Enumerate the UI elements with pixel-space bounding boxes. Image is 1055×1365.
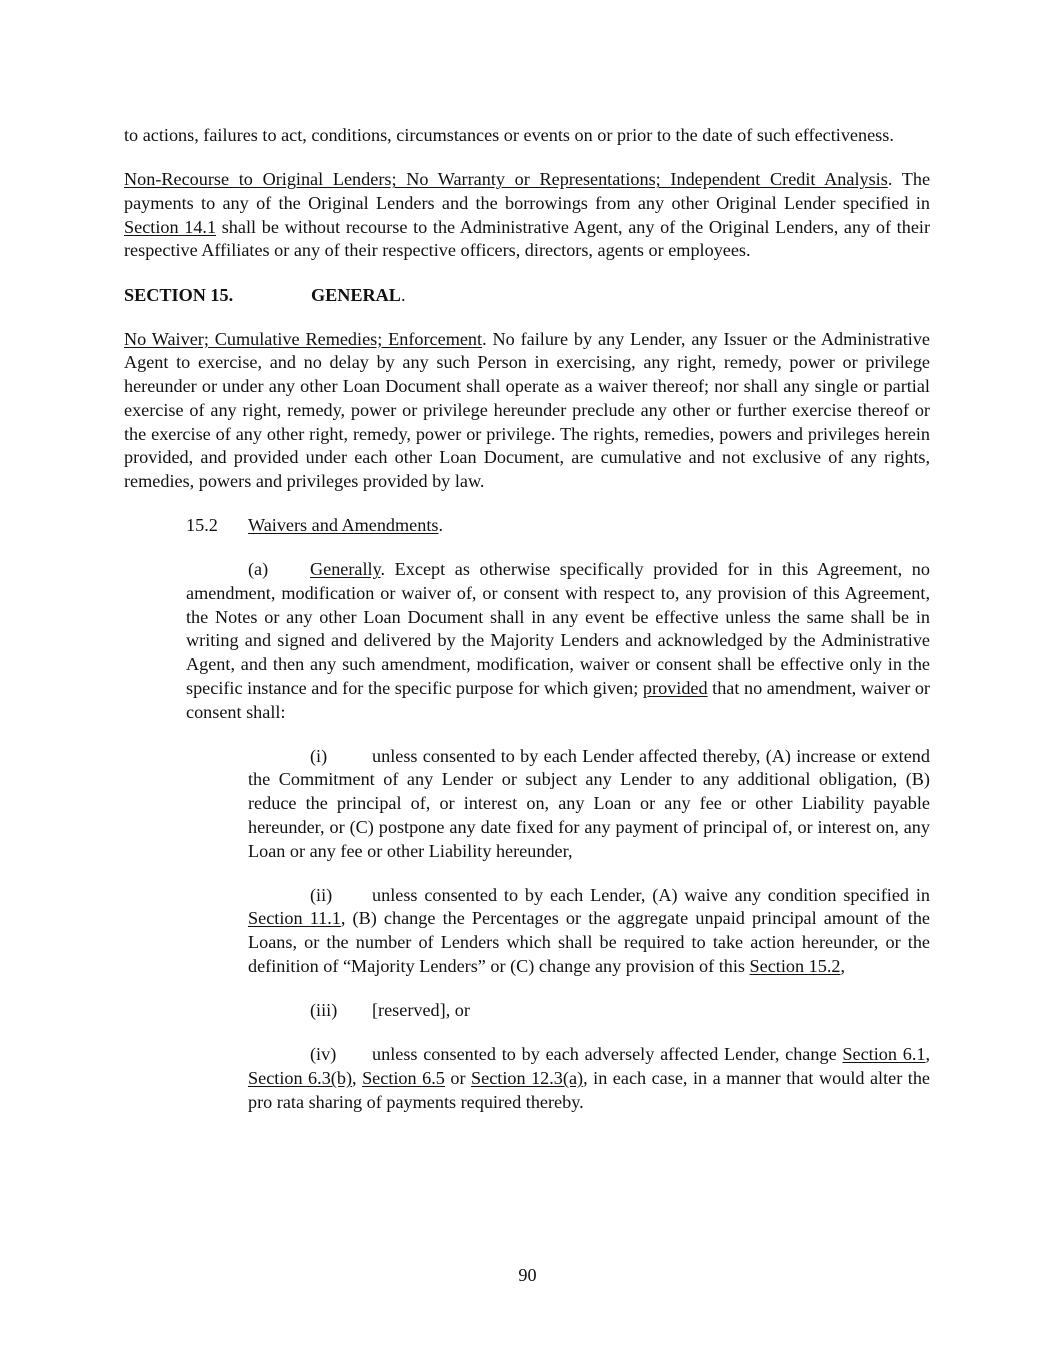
provided-term: provided [642,677,708,698]
clause-label: (a) [248,559,269,580]
clause-text: Except as otherwise specifically provided for in this Agreement, no amendment, modification or waiver of, or consent with respect to, any provision of this Agreement, the Notes or any other Loan Document shall in any event be effective unless the same shall be in writing and signed and delivered by the Majority Lenders and acknowledged by the Administrative Agent, and then any such amendment, modification, waiver or consent shall be effective only in the specific instance and for the specific purpose for which given; [186,559,930,698]
clause-ii: (ii) unless consented to by each Lender, (A) waive any condition specified in Section 11.1, (B) change the Percentages or the aggregate unpaid principal amount of the Loans, or the number of Lenders which shall be required to take action hereunder, or the definition of “Majority Lenders” or (C) change any provision of this Section 15.2, [248,884,930,976]
section-reference[interactable]: Section 6.5 [362,1068,445,1088]
section-number: SECTION 15. [124,284,234,305]
paragraph-text: shall be without recourse to the Administrative Agent, any of the Original Lenders, any of their respective Affiliates or any of their respective officers, directors, agents or employees. [124,216,931,261]
paragraph-heading: Non-Recourse to Original Lenders; No Warranty or Representations; Independent Credit Analysis [124,169,888,190]
clause-label: (ii) [310,884,333,905]
clause-text: unless consented to by each Lender, (A) waive any condition specified in [372,884,930,905]
clause-label: (iii) [310,1000,338,1021]
clause-i [248,745,930,864]
paragraph-text: to actions, failures to act, conditions, circumstances or events on or prior to the date of such effectiveness. [124,125,894,145]
subsection-title: Waivers and Amendments [248,515,439,536]
subsection-heading: 15.2 Waivers and Amendments. [186,514,930,538]
section-title: GENERAL [311,284,401,305]
clause-text: [reserved], or [372,1000,470,1021]
section-reference[interactable]: Section 6.1 [842,1044,926,1065]
clause-text: that no amendment, waiver or consent shall: [186,677,930,722]
section-reference[interactable]: Section 12.3(a) [471,1068,584,1088]
paragraph-text: The payments to any of the Original Lenders and the borrowings from any other Original Lender specified in [124,169,931,213]
non-recourse-paragraph: Non-Recourse to Original Lenders; No Warranty or Representations; Independent Credit Analysis. The payments to any of the Original Lenders and the borrowings from any other Original Lender specified in Section 14.1 shall be without recourse to the Administrative Agent, any of the Original Lenders, any of their respective Affiliates or any of their respective officers, directors, agents or employees. [124,169,931,261]
paragraph-text: No failure by any Lender, any Issuer or the Administrative Agent to exercise, and no delay by any such Person in exercising, any right, remedy, power or privilege hereunder or under any other Loan Document shall operate as a waiver thereof; nor shall any single or partial exercise of any right, remedy, power or privilege hereunder preclude any other or further exercise thereof or the exercise of any other right, remedy, power or privilege. The rights, remedies, powers and privileges herein provided, and provided under each other Loan Document, are cumulative and not exclusive of any rights, remedies, powers and privileges provided by law. [124,328,930,491]
section-reference[interactable]: Section 14.1 [124,216,217,237]
no-waiver-paragraph: No Waiver; Cumulative Remedies; Enforcement. No failure by any Lender, any Issuer or the Administrative Agent to exercise, and no delay by any such Person in exercising, any right, remedy, power or privilege hereunder or under any other Loan Document shall operate as a waiver thereof; nor shall any single or partial exercise of any right, remedy, power or privilege hereunder preclude any other or further exercise thereof or the exercise of any other right, remedy, power or privilege. The rights, remedies, powers and privileges herein provided, and provided under each other Loan Document, are cumulative and not exclusive of any rights, remedies, powers and privileges provided by law. [124,328,930,491]
section-reference[interactable]: Section 15.2 [749,955,841,976]
document-page [124,124,930,1114]
paragraph-heading: No Waiver; Cumulative Remedies; Enforcement [124,328,483,349]
clause-iii [248,999,930,1023]
clause-text: unless consented to by each adversely affected Lender, change [372,1044,843,1065]
clause-text: unless consented to by each Lender affected thereby, (A) increase or extend the Commitment of any Lender or subject any Lender to any additional obligation, (B) reduce the principal of, or interest on, any Loan or any fee or other Liability payable hereunder, or (C) postpone any date fixed for any payment of principal of, or interest on, any Loan or any fee or other Liability hereunder, [248,745,930,861]
section-reference[interactable]: Section 6.3(b) [248,1068,352,1088]
clause-a: (a) Generally. Except as otherwise specifically provided for in this Agreement, no amendment, modification or waiver of, or consent with respect to, any provision of this Agreement, the Notes or any other Loan Document shall in any event be effective unless the same shall be in writing and signed and delivered by the Majority Lenders and acknowledged by the Administrative Agent, and then any such amendment, modification, waiver or consent shall be effective only in the specific instance and for the specific purpose for which given; provided that no amendment, waiver or consent shall: [186,559,930,722]
subsection-number: 15.2 [186,515,218,536]
page-number: 90 [518,1265,537,1285]
clause-iv: (iv) unless consented to by each adversely affected Lender, change Section 6.1, Section 6.3(b), Section 6.5 or Section 12.3(a), in each case, in a manner that would alter the pro rata sharing of payments required thereby. [248,1044,931,1112]
clause-label: (i) [310,745,328,766]
clause-text: , in each case, in a manner that would alter the pro rata sharing of payments required thereby. [248,1068,930,1112]
clause-heading: Generally [310,559,381,580]
continued-paragraph [124,124,930,148]
clause-label: (iv) [310,1044,337,1065]
section-reference[interactable]: Section 11.1 [248,908,341,929]
section-heading: SECTION 15. GENERAL. [124,284,930,308]
clause-text: , (B) change the Percentages or the aggregate unpaid principal amount of the Loans, or the number of Lenders which shall be required to take action hereunder, or the definition of “Majority Lenders” or (C) change any provision of this [248,908,930,976]
